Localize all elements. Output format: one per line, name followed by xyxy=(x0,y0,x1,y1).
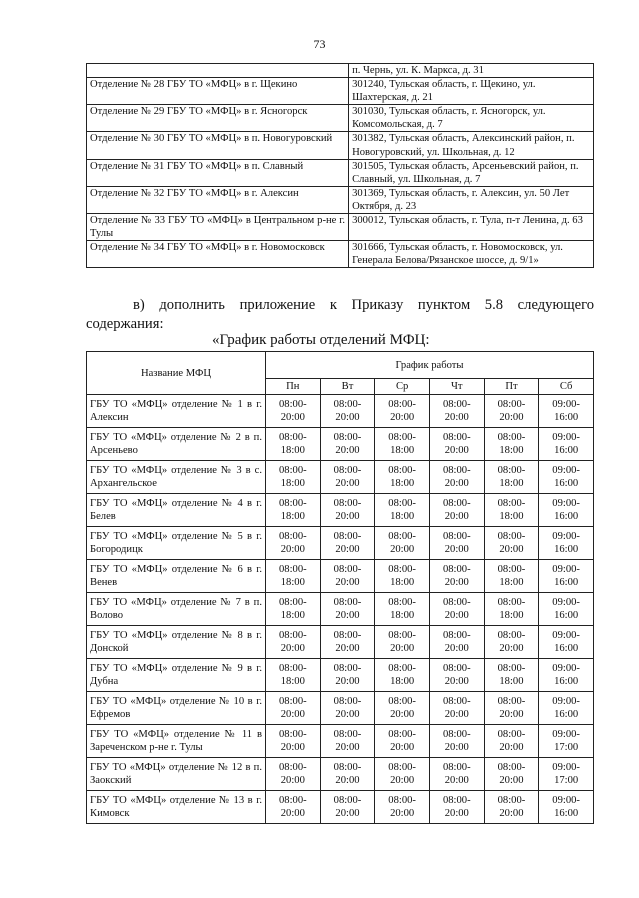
time-start: 09:00- xyxy=(552,630,580,641)
schedule-time-cell xyxy=(266,395,321,428)
time-end: 18:00 xyxy=(390,478,415,489)
schedule-time-cell xyxy=(320,791,375,824)
schedule-time-cell xyxy=(266,659,321,692)
time-end: 20:00 xyxy=(280,643,305,654)
time-end: 20:00 xyxy=(444,544,469,555)
schedule-time-cell xyxy=(266,725,321,758)
time-end: 16:00 xyxy=(554,577,579,588)
schedule-office-cell: ГБУ ТО «МФЦ» отделение № 1 в г. Алексин xyxy=(87,395,266,428)
schedule-row xyxy=(87,626,594,659)
time-start: 08:00- xyxy=(333,663,362,674)
time-end: 16:00 xyxy=(554,445,579,456)
schedule-row xyxy=(87,725,594,758)
time-end: 18:00 xyxy=(390,511,415,522)
office-address-cell: 301030, Тульская область, г. Ясногорск, ул. Комсомольская, д. 7 xyxy=(349,105,594,132)
time-end: 18:00 xyxy=(499,511,524,522)
time-end: 18:00 xyxy=(280,511,305,522)
time-end: 18:00 xyxy=(280,577,305,588)
time-end: 20:00 xyxy=(335,544,360,555)
schedule-office-cell: ГБУ ТО «МФЦ» отделение № 12 в п. Заокский xyxy=(87,758,266,791)
time-end: 18:00 xyxy=(499,676,524,687)
schedule-time-cell xyxy=(484,725,539,758)
schedule-row xyxy=(87,494,594,527)
schedule-time-cell xyxy=(539,626,594,659)
schedule-time-cell xyxy=(539,692,594,725)
schedule-time-cell xyxy=(375,428,430,461)
schedule-time-cell xyxy=(320,560,375,593)
time-end: 20:00 xyxy=(444,643,469,654)
schedule-time-cell xyxy=(539,758,594,791)
schedule-time-cell xyxy=(429,626,484,659)
time-start: 08:00- xyxy=(333,696,362,707)
time-end: 18:00 xyxy=(499,577,524,588)
time-start: 08:00- xyxy=(442,795,471,806)
amendment-paragraph xyxy=(86,296,594,334)
office-name-cell xyxy=(87,64,349,78)
time-start: 08:00- xyxy=(388,597,416,608)
schedule-office-cell: ГБУ ТО «МФЦ» отделение № 5 в г. Богородицк xyxy=(87,527,266,560)
time-end: 17:00 xyxy=(554,742,579,753)
schedule-time-cell xyxy=(266,791,321,824)
address-row xyxy=(87,241,594,268)
schedule-time-cell xyxy=(484,692,539,725)
office-address-cell: 301666, Тульская область, г. Новомосковск, ул. Генерала Белова/Рязанское шоссе, д. 9/1» xyxy=(349,241,594,268)
time-end: 20:00 xyxy=(280,808,305,819)
time-end: 20:00 xyxy=(444,610,469,621)
time-end: 20:00 xyxy=(335,412,360,423)
address-row xyxy=(87,78,594,105)
address-row xyxy=(87,105,594,132)
time-start: 08:00- xyxy=(278,729,307,740)
time-start: 08:00- xyxy=(442,663,471,674)
office-name-cell: Отделение № 32 ГБУ ТО «МФЦ» в г. Алексин xyxy=(87,186,349,213)
time-start: 08:00- xyxy=(442,432,471,443)
time-start: 08:00- xyxy=(442,531,471,542)
schedule-time-cell xyxy=(266,461,321,494)
schedule-time-cell xyxy=(266,758,321,791)
time-start: 08:00- xyxy=(278,498,307,509)
header-day: Вт xyxy=(320,379,375,395)
schedule-time-cell xyxy=(429,560,484,593)
schedule-time-cell xyxy=(484,395,539,428)
time-start: 08:00- xyxy=(388,729,416,740)
time-end: 20:00 xyxy=(335,577,360,588)
time-start: 09:00- xyxy=(552,597,580,608)
schedule-time-cell xyxy=(484,560,539,593)
schedule-time-cell xyxy=(484,461,539,494)
schedule-office-cell: ГБУ ТО «МФЦ» отделение № 9 в г. Дубна xyxy=(87,659,266,692)
office-name-cell: Отделение № 30 ГБУ ТО «МФЦ» в п. Новогуровский xyxy=(87,132,349,159)
time-start: 08:00- xyxy=(388,762,416,773)
page-number: 73 xyxy=(313,37,326,51)
time-end: 18:00 xyxy=(280,478,305,489)
header-day: Чт xyxy=(429,379,484,395)
schedule-row xyxy=(87,527,594,560)
schedule-time-cell xyxy=(320,494,375,527)
paragraph-line-2: содержания: xyxy=(86,316,164,332)
schedule-time-cell xyxy=(375,527,430,560)
time-start: 08:00- xyxy=(388,432,416,443)
office-address-cell: 301369, Тульская область, г. Алексин, ул. 50 Лет Октября, д. 23 xyxy=(349,186,594,213)
time-start: 08:00- xyxy=(497,729,526,740)
time-end: 18:00 xyxy=(390,577,415,588)
schedule-time-cell xyxy=(320,428,375,461)
time-end: 20:00 xyxy=(390,742,415,753)
schedule-row xyxy=(87,758,594,791)
time-start: 08:00- xyxy=(388,465,416,476)
time-end: 20:00 xyxy=(499,544,524,555)
time-end: 16:00 xyxy=(554,808,579,819)
address-row xyxy=(87,214,594,241)
schedule-time-cell xyxy=(429,461,484,494)
office-name-cell: Отделение № 29 ГБУ ТО «МФЦ» в г. Ясногорск xyxy=(87,105,349,132)
schedule-time-cell xyxy=(266,593,321,626)
time-start: 08:00- xyxy=(442,465,471,476)
time-end: 20:00 xyxy=(335,742,360,753)
time-end: 16:00 xyxy=(554,709,579,720)
schedule-time-cell xyxy=(484,527,539,560)
schedule-time-cell xyxy=(484,659,539,692)
time-end: 20:00 xyxy=(499,709,524,720)
schedule-time-cell xyxy=(484,758,539,791)
schedule-time-cell xyxy=(539,560,594,593)
schedule-time-cell xyxy=(320,692,375,725)
time-end: 20:00 xyxy=(444,775,469,786)
schedule-time-cell xyxy=(484,626,539,659)
time-end: 18:00 xyxy=(280,610,305,621)
address-row xyxy=(87,132,594,159)
time-start: 09:00- xyxy=(552,432,580,443)
time-end: 20:00 xyxy=(390,808,415,819)
time-start: 08:00- xyxy=(388,696,416,707)
schedule-time-cell xyxy=(429,725,484,758)
time-start: 08:00- xyxy=(442,729,471,740)
time-end: 18:00 xyxy=(499,610,524,621)
schedule-time-cell xyxy=(484,494,539,527)
schedule-time-cell xyxy=(320,395,375,428)
schedule-time-cell xyxy=(320,461,375,494)
time-end: 20:00 xyxy=(499,643,524,654)
time-start: 08:00- xyxy=(497,399,526,410)
time-start: 08:00- xyxy=(278,432,307,443)
address-row xyxy=(87,186,594,213)
time-start: 09:00- xyxy=(552,795,580,806)
office-address-cell: 301505, Тульская область, Арсеньевский район, п. Славный, ул. Школьная, д. 7 xyxy=(349,159,594,186)
schedule-time-cell xyxy=(484,791,539,824)
schedule-time-cell xyxy=(429,428,484,461)
time-start: 08:00- xyxy=(442,597,471,608)
schedule-time-cell xyxy=(429,791,484,824)
schedule-time-cell xyxy=(429,659,484,692)
time-end: 20:00 xyxy=(499,742,524,753)
schedule-row xyxy=(87,461,594,494)
time-end: 20:00 xyxy=(335,511,360,522)
schedule-office-cell: ГБУ ТО «МФЦ» отделение № 2 в п. Арсеньево xyxy=(87,428,266,461)
time-start: 08:00- xyxy=(278,795,307,806)
time-start: 09:00- xyxy=(552,729,580,740)
header-day: Пт xyxy=(484,379,539,395)
time-start: 08:00- xyxy=(333,498,362,509)
time-start: 08:00- xyxy=(333,399,362,410)
time-end: 20:00 xyxy=(280,544,305,555)
time-end: 20:00 xyxy=(335,808,360,819)
schedule-time-cell xyxy=(266,527,321,560)
time-start: 08:00- xyxy=(333,762,362,773)
time-start: 08:00- xyxy=(388,795,416,806)
office-name-cell: Отделение № 34 ГБУ ТО «МФЦ» в г. Новомосковск xyxy=(87,241,349,268)
time-start: 08:00- xyxy=(442,630,471,641)
time-end: 20:00 xyxy=(444,577,469,588)
time-start: 09:00- xyxy=(552,399,580,410)
schedule-time-cell xyxy=(539,428,594,461)
schedule-time-cell xyxy=(320,659,375,692)
time-end: 20:00 xyxy=(444,445,469,456)
schedule-time-cell xyxy=(266,428,321,461)
time-end: 17:00 xyxy=(554,775,579,786)
time-end: 20:00 xyxy=(444,676,469,687)
office-address-cell: п. Чернь, ул. К. Маркса, д. 31 xyxy=(349,64,594,78)
schedule-row xyxy=(87,791,594,824)
time-end: 20:00 xyxy=(390,643,415,654)
time-start: 08:00- xyxy=(497,597,526,608)
schedule-time-cell xyxy=(539,395,594,428)
schedule-time-cell xyxy=(320,593,375,626)
time-start: 08:00- xyxy=(442,498,471,509)
time-start: 08:00- xyxy=(497,432,526,443)
schedule-time-cell xyxy=(539,593,594,626)
schedule-time-cell xyxy=(429,527,484,560)
time-end: 20:00 xyxy=(280,412,305,423)
header-day: Сб xyxy=(539,379,594,395)
time-start: 08:00- xyxy=(497,663,526,674)
time-end: 20:00 xyxy=(390,709,415,720)
schedule-time-cell xyxy=(375,725,430,758)
time-end: 16:00 xyxy=(554,478,579,489)
time-start: 08:00- xyxy=(278,762,307,773)
time-start: 09:00- xyxy=(552,663,580,674)
time-start: 08:00- xyxy=(278,399,307,410)
time-start: 08:00- xyxy=(442,696,471,707)
schedule-office-cell: ГБУ ТО «МФЦ» отделение № 7 в п. Волово xyxy=(87,593,266,626)
schedule-time-cell xyxy=(375,692,430,725)
time-end: 20:00 xyxy=(499,412,524,423)
time-start: 08:00- xyxy=(442,399,471,410)
schedule-table xyxy=(86,351,594,824)
time-start: 08:00- xyxy=(278,696,307,707)
time-start: 09:00- xyxy=(552,498,580,509)
time-end: 18:00 xyxy=(390,676,415,687)
time-end: 20:00 xyxy=(444,808,469,819)
time-end: 18:00 xyxy=(499,445,524,456)
time-start: 08:00- xyxy=(497,696,526,707)
address-row xyxy=(87,64,594,78)
time-end: 20:00 xyxy=(335,610,360,621)
time-start: 08:00- xyxy=(388,498,416,509)
time-end: 20:00 xyxy=(280,775,305,786)
time-start: 09:00- xyxy=(552,762,580,773)
schedule-office-cell: ГБУ ТО «МФЦ» отделение № 4 в г. Белев xyxy=(87,494,266,527)
office-address-cell: 300012, Тульская область, г. Тула, п-т Ленина, д. 63 xyxy=(349,214,594,241)
time-end: 20:00 xyxy=(499,808,524,819)
schedule-title: «График работы отделений МФЦ: xyxy=(212,332,430,348)
time-start: 08:00- xyxy=(333,795,362,806)
time-start: 08:00- xyxy=(497,795,526,806)
schedule-time-cell xyxy=(539,659,594,692)
schedule-office-cell: ГБУ ТО «МФЦ» отделение № 8 в г. Донской xyxy=(87,626,266,659)
time-start: 08:00- xyxy=(278,465,307,476)
time-end: 20:00 xyxy=(444,412,469,423)
schedule-time-cell xyxy=(375,494,430,527)
schedule-time-cell xyxy=(429,593,484,626)
time-end: 20:00 xyxy=(280,742,305,753)
time-end: 20:00 xyxy=(335,775,360,786)
time-end: 20:00 xyxy=(390,544,415,555)
time-end: 18:00 xyxy=(280,676,305,687)
schedule-time-cell xyxy=(266,626,321,659)
schedule-time-cell xyxy=(429,692,484,725)
schedule-row xyxy=(87,395,594,428)
schedule-time-cell xyxy=(266,692,321,725)
schedule-office-cell: ГБУ ТО «МФЦ» отделение № 10 в г. Ефремов xyxy=(87,692,266,725)
time-end: 20:00 xyxy=(335,445,360,456)
office-name-cell: Отделение № 33 ГБУ ТО «МФЦ» в Центральном р-не г. Тулы xyxy=(87,214,349,241)
time-end: 16:00 xyxy=(554,511,579,522)
paragraph-line-1: в) дополнить приложение к Приказу пунктом 5.8 следующего xyxy=(133,297,594,313)
time-end: 18:00 xyxy=(280,445,305,456)
schedule-row xyxy=(87,659,594,692)
time-end: 20:00 xyxy=(335,643,360,654)
schedule-time-cell xyxy=(375,626,430,659)
header-day: Пн xyxy=(266,379,321,395)
office-name-cell: Отделение № 31 ГБУ ТО «МФЦ» в п. Славный xyxy=(87,159,349,186)
time-start: 08:00- xyxy=(497,465,526,476)
time-start: 08:00- xyxy=(333,597,362,608)
time-end: 16:00 xyxy=(554,544,579,555)
time-start: 08:00- xyxy=(388,630,416,641)
office-address-table xyxy=(86,63,594,268)
time-end: 16:00 xyxy=(554,676,579,687)
schedule-office-cell: ГБУ ТО «МФЦ» отделение № 11 в Зареченском р-не г. Тулы xyxy=(87,725,266,758)
time-end: 20:00 xyxy=(335,676,360,687)
time-start: 08:00- xyxy=(497,630,526,641)
schedule-row xyxy=(87,692,594,725)
time-end: 20:00 xyxy=(335,478,360,489)
time-start: 08:00- xyxy=(442,564,471,575)
time-start: 08:00- xyxy=(278,531,307,542)
time-start: 08:00- xyxy=(333,531,362,542)
schedule-time-cell xyxy=(375,395,430,428)
time-start: 08:00- xyxy=(278,597,307,608)
schedule-time-cell xyxy=(539,527,594,560)
schedule-time-cell xyxy=(375,791,430,824)
schedule-time-cell xyxy=(320,758,375,791)
time-start: 09:00- xyxy=(552,696,580,707)
schedule-office-cell: ГБУ ТО «МФЦ» отделение № 13 в г. Кимовск xyxy=(87,791,266,824)
schedule-row xyxy=(87,428,594,461)
header-day: Ср xyxy=(375,379,430,395)
schedule-time-cell xyxy=(429,395,484,428)
schedule-time-cell xyxy=(484,428,539,461)
schedule-time-cell xyxy=(539,791,594,824)
time-start: 08:00- xyxy=(497,564,526,575)
time-end: 20:00 xyxy=(444,709,469,720)
time-end: 20:00 xyxy=(280,709,305,720)
time-start: 08:00- xyxy=(333,564,362,575)
time-start: 08:00- xyxy=(278,564,307,575)
time-start: 08:00- xyxy=(333,729,362,740)
schedule-time-cell xyxy=(539,494,594,527)
time-end: 20:00 xyxy=(444,742,469,753)
time-end: 16:00 xyxy=(554,412,579,423)
schedule-time-cell xyxy=(539,461,594,494)
time-start: 09:00- xyxy=(552,465,580,476)
time-start: 08:00- xyxy=(442,762,471,773)
schedule-office-cell: ГБУ ТО «МФЦ» отделение № 6 в г. Венев xyxy=(87,560,266,593)
time-end: 20:00 xyxy=(390,412,415,423)
office-address-cell: 301240, Тульская область, г. Щекино, ул. Шахтерская, д. 21 xyxy=(349,78,594,105)
time-start: 08:00- xyxy=(333,465,362,476)
time-start: 08:00- xyxy=(278,663,307,674)
office-name-cell: Отделение № 28 ГБУ ТО «МФЦ» в г. Щекино xyxy=(87,78,349,105)
address-row xyxy=(87,159,594,186)
schedule-row xyxy=(87,560,594,593)
time-end: 16:00 xyxy=(554,610,579,621)
header-schedule: График работы xyxy=(266,352,594,379)
schedule-row xyxy=(87,593,594,626)
time-start: 08:00- xyxy=(388,564,416,575)
time-end: 20:00 xyxy=(335,709,360,720)
time-end: 20:00 xyxy=(390,775,415,786)
time-start: 08:00- xyxy=(333,630,362,641)
time-start: 08:00- xyxy=(497,762,526,773)
time-end: 16:00 xyxy=(554,643,579,654)
schedule-time-cell xyxy=(375,461,430,494)
schedule-time-cell xyxy=(375,758,430,791)
time-start: 08:00- xyxy=(333,432,362,443)
schedule-time-cell xyxy=(320,527,375,560)
time-end: 18:00 xyxy=(390,445,415,456)
schedule-time-cell xyxy=(429,758,484,791)
time-start: 08:00- xyxy=(497,531,526,542)
time-end: 20:00 xyxy=(499,775,524,786)
schedule-time-cell xyxy=(375,560,430,593)
schedule-time-cell xyxy=(375,659,430,692)
time-end: 18:00 xyxy=(499,478,524,489)
schedule-time-cell xyxy=(320,626,375,659)
header-office-name: Название МФЦ xyxy=(87,352,266,395)
time-start: 08:00- xyxy=(388,531,416,542)
time-start: 09:00- xyxy=(552,531,580,542)
schedule-time-cell xyxy=(266,494,321,527)
schedule-time-cell xyxy=(484,593,539,626)
time-end: 20:00 xyxy=(444,478,469,489)
time-start: 08:00- xyxy=(388,663,416,674)
schedule-time-cell xyxy=(539,725,594,758)
schedule-time-cell xyxy=(429,494,484,527)
office-address-cell: 301382, Тульская область, Алексинский район, п. Новогуровский, ул. Школьная, д. 12 xyxy=(349,132,594,159)
time-start: 09:00- xyxy=(552,564,580,575)
time-start: 08:00- xyxy=(497,498,526,509)
time-end: 20:00 xyxy=(444,511,469,522)
time-start: 08:00- xyxy=(278,630,307,641)
time-start: 08:00- xyxy=(388,399,416,410)
schedule-office-cell: ГБУ ТО «МФЦ» отделение № 3 в с. Архангельское xyxy=(87,461,266,494)
schedule-time-cell xyxy=(266,560,321,593)
time-end: 18:00 xyxy=(390,610,415,621)
schedule-time-cell xyxy=(375,593,430,626)
schedule-time-cell xyxy=(320,725,375,758)
